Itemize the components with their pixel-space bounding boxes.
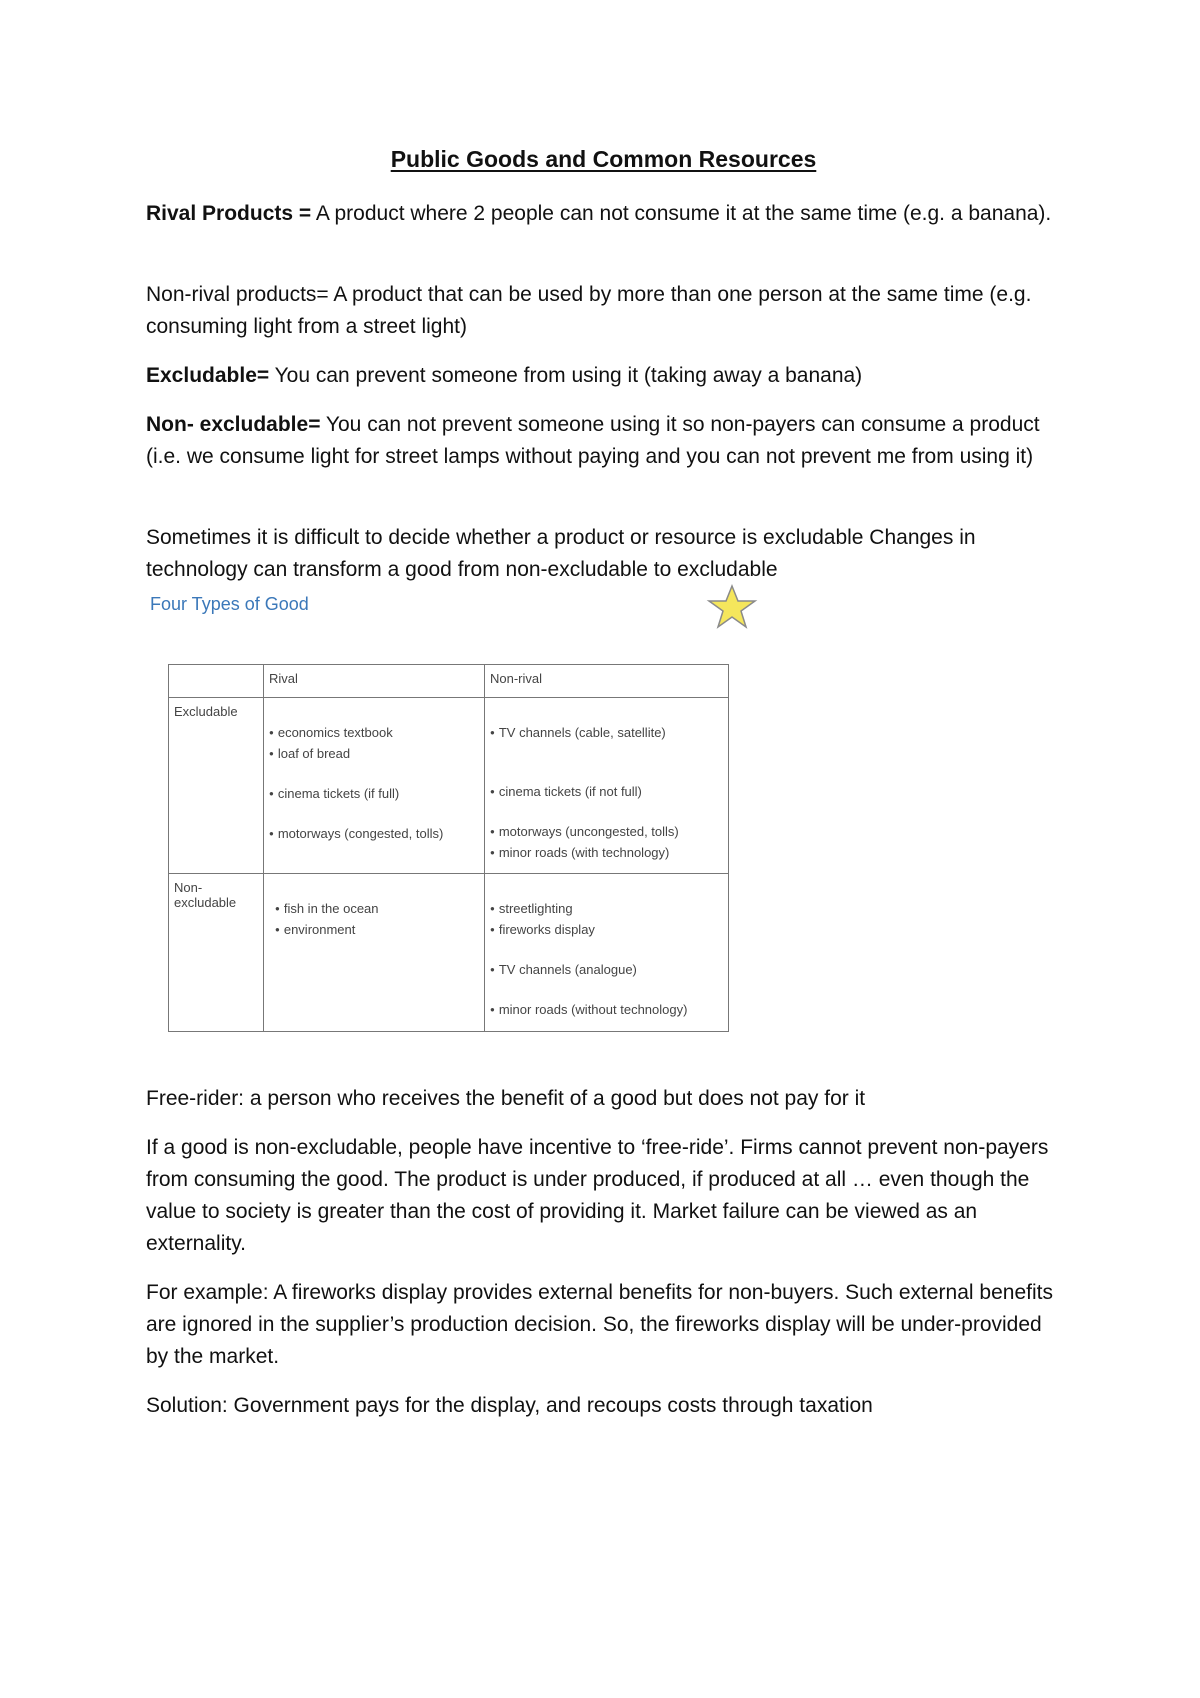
table-cell: [485, 874, 729, 1032]
non-excludable-term: Non- excludable=: [146, 413, 321, 436]
non-excludable-definition: [146, 409, 1061, 473]
table-header-cell: Non-rival: [485, 665, 729, 698]
excludable-text: You can prevent someone from using it (taking away a banana): [269, 364, 863, 387]
body-paragraph: If a good is non-excludable, people have incentive to ‘free-ride’. Firms cannot prevent non-payers from consuming the good. The product is under produced, if produced at all … even though the value to society is greater than the cost of providing it. Market failure can be viewed as an externality.: [146, 1136, 1049, 1255]
list-item: ● cinema tickets (if full): [269, 784, 479, 805]
free-rider-definition: Free-rider: a person who receives the benefit of a good but does not pay for it: [146, 1087, 866, 1110]
rival-term: Rival Products =: [146, 202, 312, 225]
body-paragraph: For example: A fireworks display provides external benefits for non-buyers. Such external benefits are ignored in the supplier’s production decision. So, the fireworks display will be under-provided by the market.: [146, 1281, 1053, 1368]
list-item: ● loaf of bread: [269, 744, 479, 765]
list-item: ● TV channels (cable, satellite): [490, 723, 723, 744]
star-icon: [706, 584, 758, 630]
row-label: Excludable: [169, 698, 264, 874]
non-rival-definition: Non-rival products= A product that can be used by more than one person at the same time (e.g. consuming light from a street light): [146, 283, 1032, 338]
excludable-definition: [146, 360, 1061, 392]
excludability-note: Sometimes it is difficult to decide whether a product or resource is excludable Changes in technology can transform a good from non-excludable to excludable: [146, 526, 976, 581]
non-excludable-text: You can not prevent someone using it so non-payers can consume a product (i.e. we consume light for street lamps without paying and you can not prevent me from using it): [146, 413, 1040, 468]
list-item: ● minor roads (without technology): [490, 1000, 723, 1021]
list-item: ● streetlighting: [490, 899, 723, 920]
rival-definition: [146, 198, 1061, 230]
list-item: ● TV channels (analogue): [490, 960, 723, 981]
list-item: ● cinema tickets (if not full): [490, 782, 723, 803]
rival-text: A product where 2 people can not consume it at the same time (e.g. a banana).: [311, 202, 1052, 225]
list-item: ● economics textbook: [269, 723, 479, 744]
table-header-row: [169, 665, 729, 698]
table-row: [169, 698, 729, 874]
list-item: ● fireworks display: [490, 920, 723, 941]
table-header-cell: [169, 665, 264, 698]
list-item: ● minor roads (with technology): [490, 843, 723, 864]
figure-title: Four Types of Good: [150, 594, 309, 614]
table-cell: [485, 698, 729, 874]
list-item: ● fish in the ocean: [275, 899, 479, 920]
list-item: ● environment: [275, 920, 479, 941]
table-cell: [264, 874, 485, 1032]
page-title: Public Goods and Common Resources: [390, 146, 817, 172]
body-paragraph: Solution: Government pays for the display, and recoups costs through taxation: [146, 1394, 873, 1417]
table-row: [169, 874, 729, 1032]
list-item: ● motorways (congested, tolls): [269, 824, 479, 845]
table-cell: [264, 698, 485, 874]
row-label: Non- excludable: [169, 874, 264, 1032]
list-item: ● motorways (uncongested, tolls): [490, 822, 723, 843]
table-header-cell: Rival: [264, 665, 485, 698]
four-types-table: [168, 664, 729, 1032]
excludable-term: Excludable=: [146, 364, 270, 387]
